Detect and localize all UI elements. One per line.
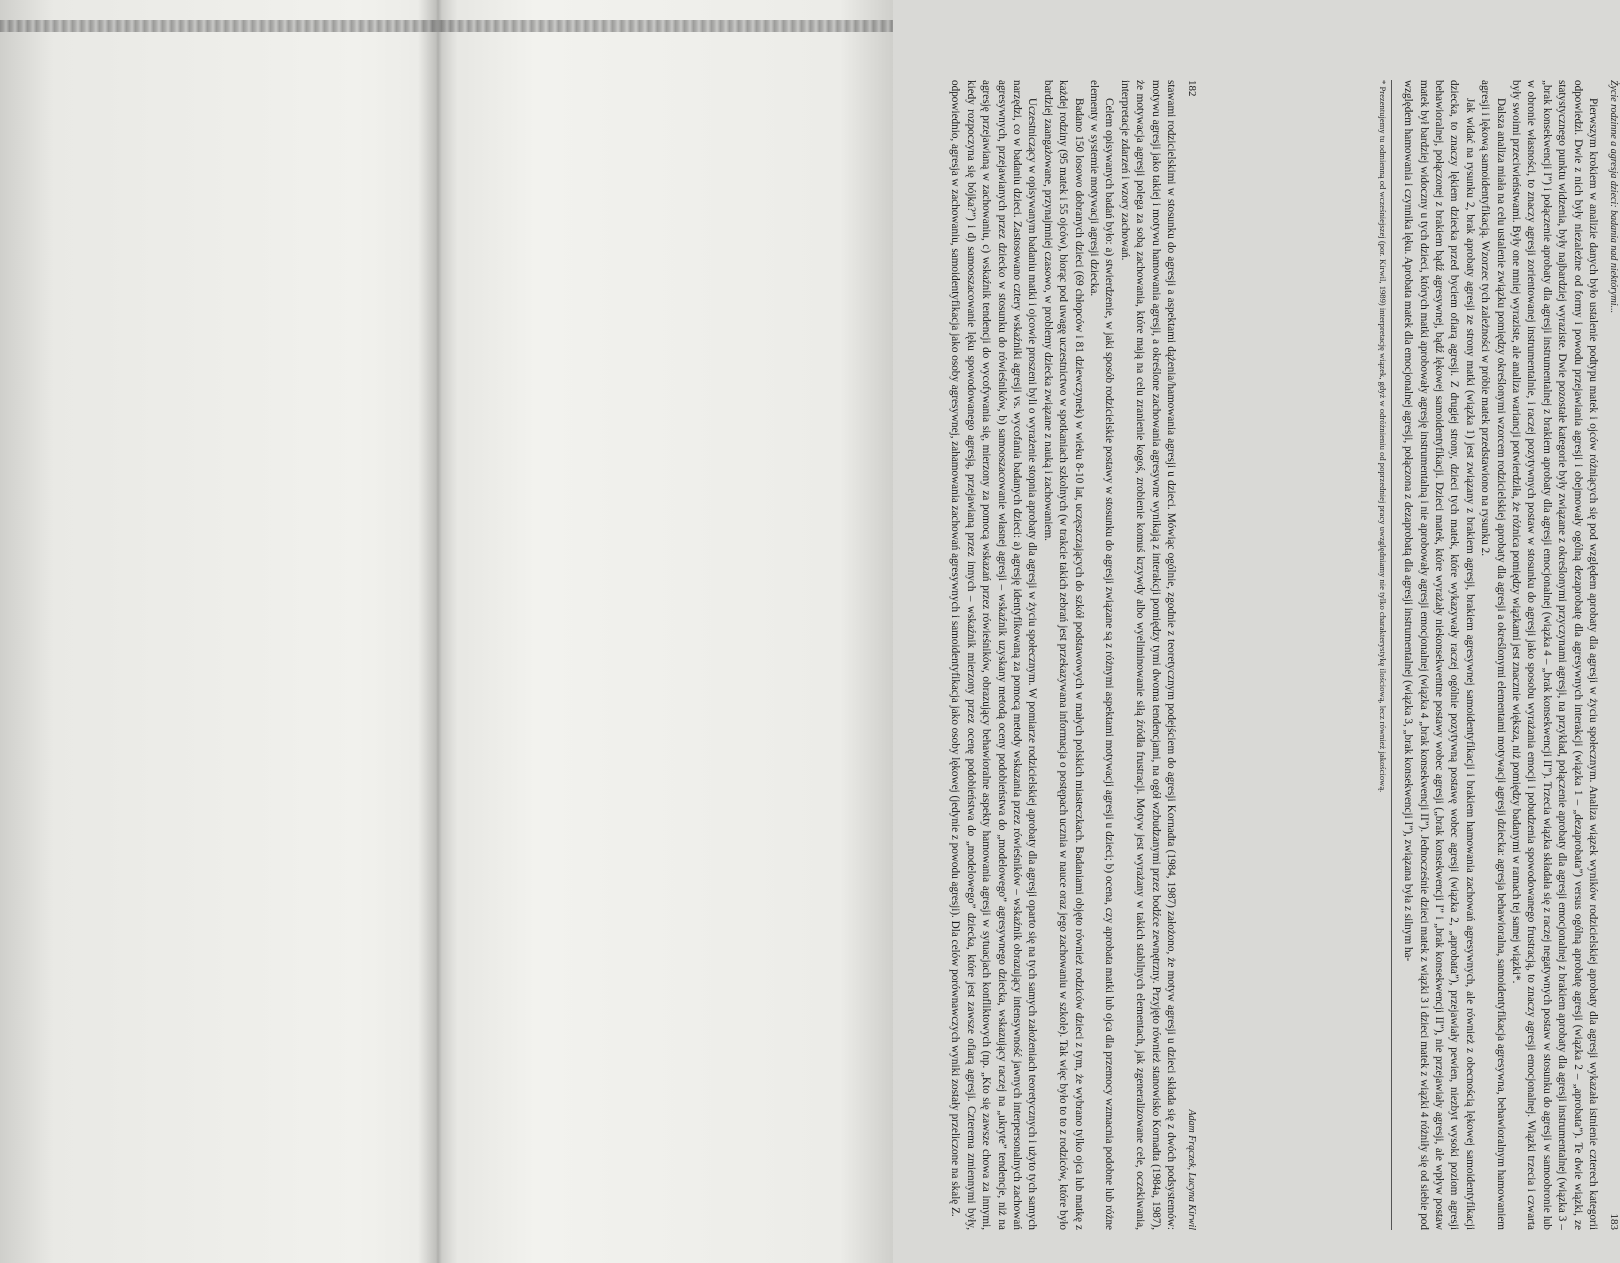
book-gutter-fold [418,0,458,1263]
left-page [48,80,1198,1230]
left-paragraph-4: Uczestniczący w opisywanym badaniu matki i ojcowie proszeni byli o wyrażenie stopnia aprobaty dla agresji w życiu społecznym. W pomiarze rodzicielskiej aprobaty dla agresji oparto się na tych samych założeniach teoretycznych i użyto tych samych narzędzi, co w badaniu dzieci. Zastosowano cztery wskaźniki agresji vs. wycofania badanych dzieci: a) agresję identyfikowaną za pomocą metody wskazania przez rówieśników – wskaźnik obrazujący intensywność jawnych interpersonalnych zachowań agresywnych, przejawianych przez dziecko w stosunku do rówieśników, b) samooszacowanie własnej agresji – wskaźnik uzyskany metodą oceny podobieństwa do „modelowego” agresywnego dziecka, wskazujący raczej na „ukryte” tendencje, niż na agresję przejawianą w zachowaniu, c) wskaźnik tendencji do wycofywania się, mierzony za pomocą wskazań przez rówieśników, obrazujący behawioralne aspekty hamowania agresji w sytuacjach konfliktowych (np. „Kto się zawsze chowa za innymi, kiedy rozpoczyna się bójka?”) i d) samooszacowanie lęku spowodowanego agresją, przejawianą przez innych – wskaźnik mierzony przez ocenę podobieństwa do „modelowego” dziecka, które jest zawsze ofiarą agresji. Czterema zmiennymi były, odpowiednio, agresja w zachowaniu, samoidentyfikacja jako osoby agresywnej, zahamowania zachowań agresywnych i samoidentyfikacja jako osoby lękowej (jedynie z powodu agresji). Dla celów porównawczych wyniki zostały przeliczone na skalę Z. [949,80,1039,1230]
right-paragraph-1: Pierwszym krokiem w analizie danych było ustalenie podtypu matek i ojców różniących się pod względem aprobaty dla agresji w życiu społecznym. Analiza wiązek wyników rodzicielskiej aprobaty dla agresji wykazała istnienie czterech kategorii odpowiedzi. Dwie z nich były niezależne od formy i powodu przejawiania agresji i obejmowały ogólną dezaprobatę dla agresywnych interakcji (wiązka 1 – „dezaprobata”) versus ogólną aprobatę agresji (wiązka 2 – „aprobata”). Te dwie wiązki, ze statystycznego punktu widzenia, były najbardziej wyraziste. Dwie pozostałe kategorie były związane z określonymi przyczynami agresji, na przykład, połączenie aprobaty dla agresji emocjonalnej z brakiem aprobaty dla agresji instrumentalnej (wiązka 3 – „brak konsekwencji I”) i połączenie aprobaty dla agresji instrumentalnej z brakiem aprobaty dla agresji emocjonalnej (wiązka 4 – „brak konsekwencji II”). Trzecia wiązka składała się z raczej negatywnych postaw w stosunku do agresji w samoobronie lub w obronie własności, to znaczy agresji zorientowanej instrumentalnie, i raczej pozytywnych postaw w stosunku do agresji jako sposobu wyrażania emocji i pobudzenia spowodowanego frustracją, to znaczy agresji emocjonalnej. Wiązki trzecia i czwarta były swoimi przeciwieństwami. Były one mniej wyraziste, ale analiza wariancji potwierdziła, że różnica pomiędzy wiązkami jest znacznie większa, niż pomiędzy badanymi w ramach tej samej wiązki*. [1509,80,1599,1230]
right-running-header [1608,80,1620,1230]
left-running-header [1186,80,1198,1230]
left-page-rotated-content [832,80,1198,1230]
right-page-body [1400,80,1600,1230]
left-page-number: 182 [1186,80,1198,97]
right-paragraph-2: Dalsza analiza miała na celu ustalenie związku pomiędzy określonymi wzorcem rodzicielskiej aprobaty dla agresji a określonymi elementami motywacji agresji dziecka: agresja behawioralna, samoidentyfikacja agresywna, behawioralnym hamowaniem agresji i lękową samoidentyfikacją. Wzorzec tych zależności w próbie matek przedstawiono na rysunku 2. [1479,80,1507,1230]
right-paragraph-3: Jak widać na rysunku 2, brak aprobaty agresji ze strony matki (wiązka 1) jest związany z brakiem agresji, brakiem agresywnej samoidentyfikacji i brakiem hamowania zachowań agresywnych, ale również z obecnością lękowej samoidentyfikacji dziecka, to znaczy lękiem dziecka przed byciem ofiarą agresji. Z drugiej strony, dzieci tych matek, które wykazywały raczej ogólnie pozytywną postawę wobec agresji (wiązka 2, „aprobata”), przejawiały pewien, niezbyt wysoki poziom agresji behawioralnej, połączonej z brakiem bądź agresywnej, bądź lękowej samoidentyfikacji. Dzieci matek, które wyrażały niekonsekwentne postawy wobec agresji („brak konsekwencji I” i „brak konsekwencji II”), nie przejawiały agresji, ale wpływ postaw matek był bardziej widoczny u tych dzieci, których matki aprobowały agresję instrumentalną i nie aprobowały agresji emocjonalnej (wiązka 4 „brak konsekwencji II”). Jednocześnie dzieci matek z wiązki 3 i dzieci matek z wiązki 4 różniły się od siebie pod względem hamowania i czynnika lęku. Aprobata matek dla emocjonalnej agresji, połączona z dezaprobatą dla agresji instrumentalnej (wiązka 3, „brak konsekwencji I”), związana była z silnym ha- [1402,80,1476,1230]
left-paragraph-3: Badano 150 losowo dobranych dzieci (69 chłopców i 81 dziewczynek) w wieku 8-10 lat, uczęszczających do szkół podstawowych w małych polskich miasteczkach. Badaniami objęto również rodziców dzieci z tym, że wybrano tylko ojca lub matkę z każdej rodziny (95 matek i 55 ojców), biorąc pod uwagę uczestnictwo w spotkaniach szkolnych (w trakcie takich zebrań jest przekazywana informacja o postępach ucznia w nauce oraz jego zachowaniu w szkole). Tak więc było to to z rodziców, które było bardziej zaangażowane, przynajmniej czasowo, w problemy dziecka związane z nauką i zachowaniem. [1041,80,1085,1230]
left-paragraph-1: stawami rodzicielskimi w stosunku do agresji a aspektami dążenia/hamowania agresji u dzieci. Mówiąc ogólnie, zgodnie z teoretycznym podejściem do agresji Kornadta (1984, 1987) założono, że motyw agresji u dzieci składa się z dwóch podsystemów: motywu agresji jako takiej i motywu hamowania agresji, a określone zachowania agresywne wynikają z interakcji pomiędzy tymi dwoma tendencjami, na ogół wzbudzanymi przez bodźce zewnętrzny. Przyjęto również stanowisko Kornadta (1984a, 1987), że motywacja agresji polega za sobą zachowania, które mają na celu zranienie kogoś, zrobienie komuś krzywdy albo wyeliminowanie siłą źródła frustracji. Motyw jest wyrażany w takich stabilnych elementach, jak zgeneralizowane cele, oczekiwania, interpretacje zdarzeń i wzory zachowań. [1118,80,1177,1230]
left-page-body [947,80,1178,1230]
right-running-head-text: Życie rodzinne a agresja dzieci: badania nad niektórymi... [1608,80,1619,314]
left-paragraph-2: Celem opisywanych badań było: a) stwierdzenie, w jaki sposób rodzicielskie postawy w stosunku do agresji związane są z różnymi aspektami motywacji agresji u dzieci; b) ocena, czy aprobata matki lub ojca dla przemocy wzmacnia podobne lub różne elementy w systemie motywacji agresji dziecka. [1087,80,1116,1230]
right-page-footnote: * Prezentujemy tu odmienną od wcześniejszej (por. Kirwil, 1989) interpretację wiązek, gdyż w odróżnieniu od poprzedniej pracy uwzględniamy nie tylko charakterystykę ilościową, lecz również jakościową. [1377,80,1392,1230]
right-page-number: 183 [1608,1213,1620,1230]
right-page-rotated-content [1268,80,1620,1230]
left-running-head-text: Adam Frączek, Lucyna Kirwil [1186,1109,1197,1230]
